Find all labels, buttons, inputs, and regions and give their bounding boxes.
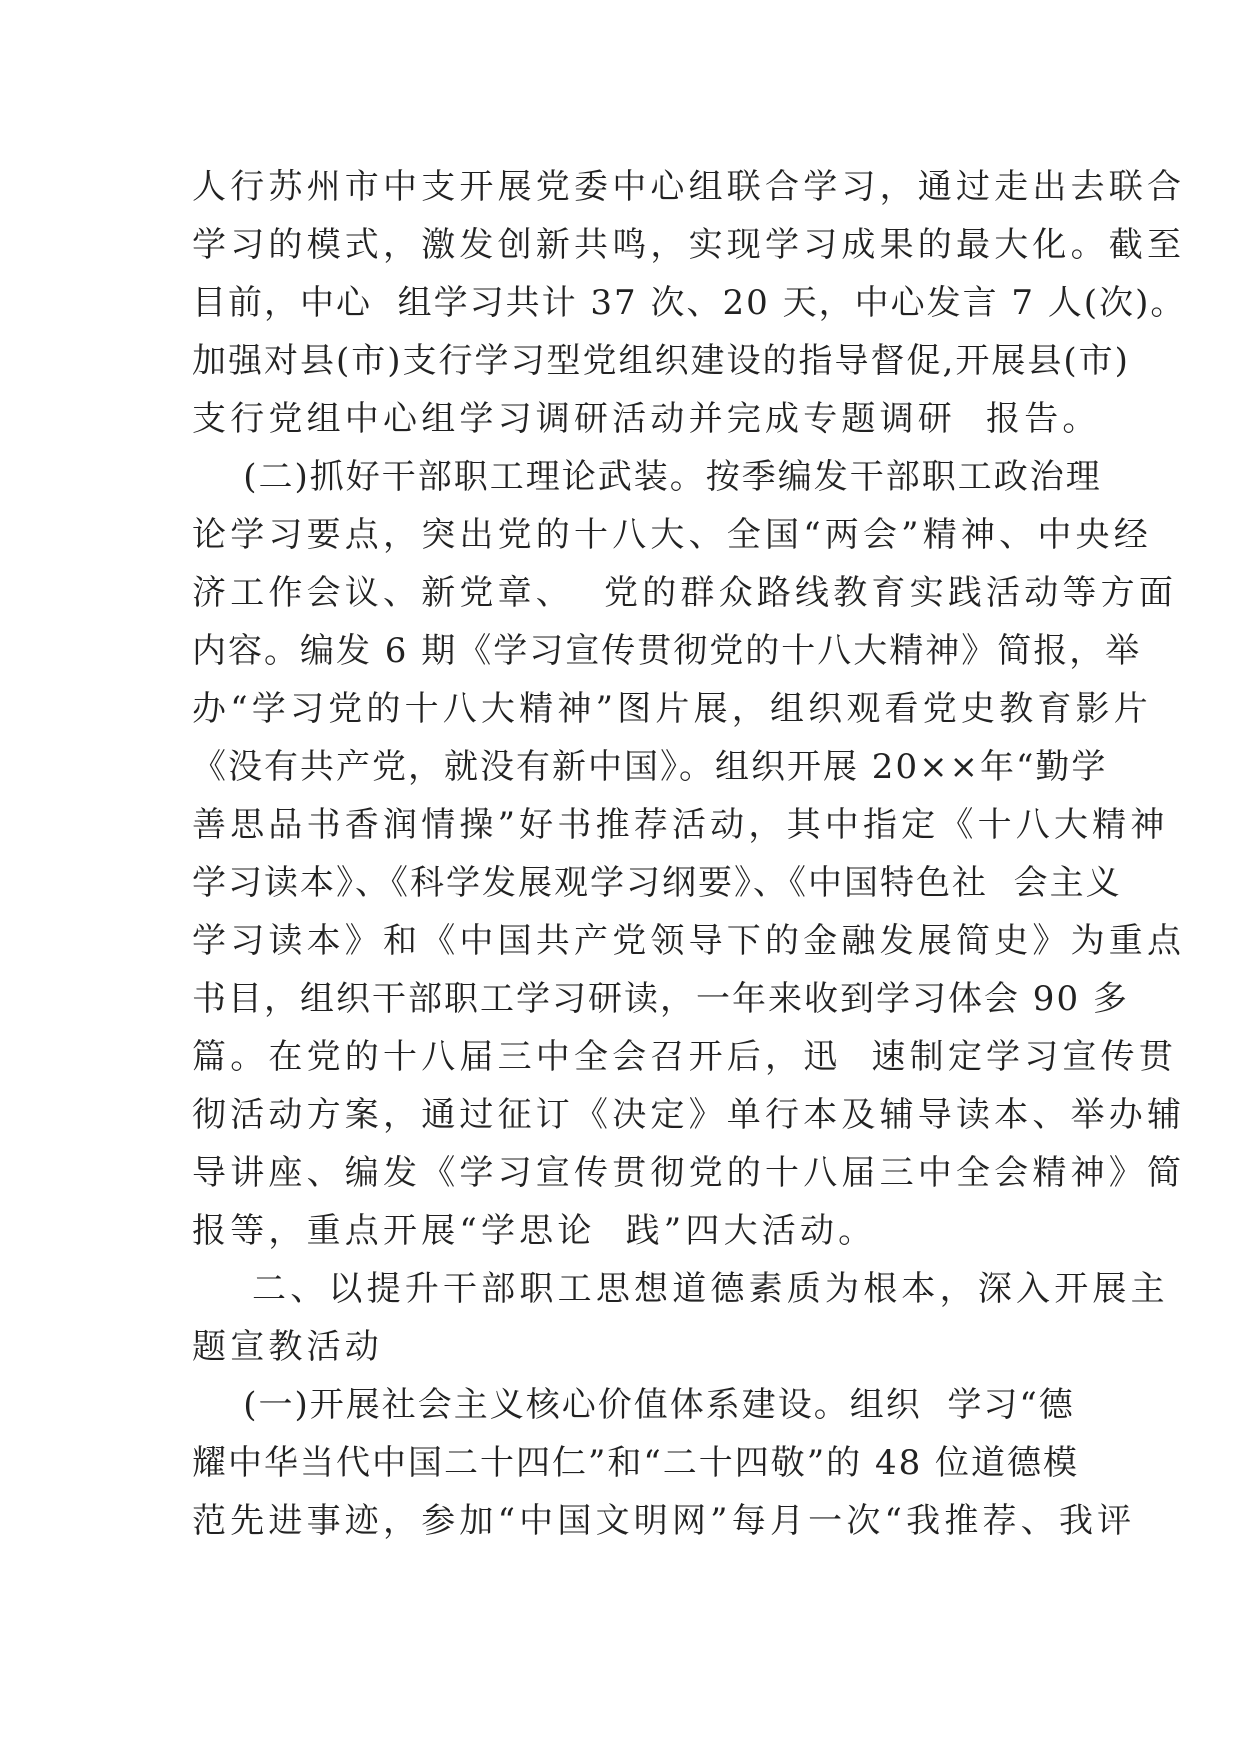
text-line: 论学习要点，突出党的十八大、全国“两会”精神、中央经 [192,515,1152,555]
text-line: 篇。在党的十八届三中全会召开后，迅 速制定学习宣传贯 [192,1037,1178,1077]
paragraph-heading-line: (一)开展社会主义核心价值体系建设。组织 学习“德 [192,1385,1075,1425]
text-line: 范先进事迹，参加“中国文明网”每月一次“我推荐、我评 [192,1501,1136,1541]
text-line: 加强对县(市)支行学习型党组织建设的指导督促,开展县(市) [192,341,1130,381]
section-heading-line: 二、以提升干部职工思想道德素质为根本，深入开展主 [192,1269,1169,1309]
text-line: 学习的模式，激发创新共鸣，实现学习成果的最大化。截至 [192,225,1186,265]
text-line: 人行苏州市中支开展党委中心组联合学习，通过走出去联合 [192,167,1186,207]
text-line: 导讲座、编发《学习宣传贯彻党的十八届三中全会精神》简 [192,1153,1186,1193]
text-line: 报等，重点开展“学思论 践”四大活动。 [192,1211,877,1251]
text-line: 彻活动方案，通过征订《决定》单行本及辅导读本、举办辅 [192,1095,1186,1135]
text-line: 办“学习党的十八大精神”图片展，组织观看党史教育影片 [192,689,1152,729]
text-line: 目前，中心 组学习共计 37 次、20 天，中心发言 7 人(次)。 [192,283,1187,323]
text-line: 耀中华当代中国二十四仁”和“二十四敬”的 48 位道德模 [192,1443,1080,1483]
text-line: 学习读本》、《科学发展观学习纲要》、《中国特色社 会主义 [192,863,1122,903]
text-line: 善思品书香润情操”好书推荐活动，其中指定《十八大精神 [192,805,1169,845]
text-line: 学习读本》和《中国共产党领导下的金融发展简史》为重点 [192,921,1186,961]
text-line: 支行党组中心组学习调研活动并完成专题调研 报告。 [192,399,1101,439]
section-heading-line: 题宣教活动 [192,1327,383,1367]
document-body [192,158,1187,1550]
text-line: 书目，组织干部职工学习研读，一年来收到学习体会 90 多 [192,979,1129,1019]
text-line: 济工作会议、新党章、 党的群众路线教育实践活动等方面 [192,573,1178,613]
text-line: 《没有共产党，就没有新中国》。组织开展 20××年“勤学 [192,747,1108,787]
paragraph-heading-line: (二)抓好干部职工理论武装。按季编发干部职工政治理 [192,457,1102,497]
text-line: 内容。编发 6 期《学习宣传贯彻党的十八大精神》简报，举 [192,631,1142,671]
